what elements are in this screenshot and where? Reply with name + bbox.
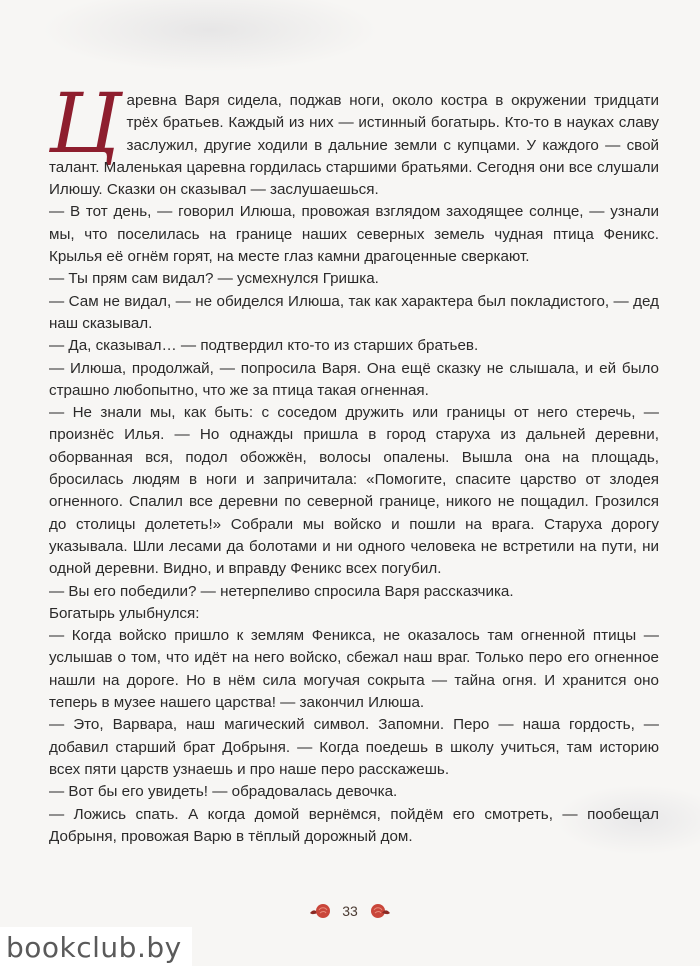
watermark: bookclub.by [0, 927, 192, 966]
paragraph: — Вот бы его увидеть! — обрадовалась девочка. [49, 783, 398, 801]
paragraph: — Да, сказывал… — подтвердил кто-то из старших братьев. [49, 337, 479, 355]
rose-ornament-icon [308, 901, 332, 921]
paragraph: Богатырь улыбнулся: [49, 604, 200, 622]
story-text [49, 77, 659, 848]
paragraph: — Сам не видал, — не обиделся Илюша, так как характера был покладистого, — дед наш сказывал. [49, 292, 659, 332]
drop-cap-letter: Ц [49, 77, 121, 172]
paragraph: — В тот день, — говорил Илюша, провожая взглядом заходящее солнце, — узнали мы, что поселилась на границе наших северных земель чудная птица Феникс. Крылья её огнём горят, на месте глаз камни драгоценные сверкают. [49, 203, 659, 266]
paragraph: — Ты прям сам видал? — усмехнулся Гришка. [49, 270, 379, 288]
paragraph: — Ложись спать. А когда домой вернёмся, пойдём его смотреть, — пообещал Добрыня, провожая Варю в тёплый дорожный дом. [49, 805, 659, 845]
paragraph: — Не знали мы, как быть: с соседом дружить или границы от него стеречь, — произнёс Илья. — Но однажды пришла в город старуха из дальней деревни, оборванная вся, подол обожжён, волосы опалены. Вышла она на площадь, бросилась людям в ноги и запричитала: «Помогите, спасите царство от злодея огненного. Спалил все деревни по северной границе, никого не пощадил. Грозился до столицы долететь!» Собрали мы войско и пошли на врага. Старуха дорогу указывала. Шли лесами да болотами и ни одного человека не встретили на пути, ни одной деревни. Видно, и вправду Феникс всех погубил. [49, 404, 659, 578]
paragraph: — Это, Варвара, наш магический символ. Запомни. Перо — наша гордость, — добавил старший брат Добрыня. — Когда поедешь в школу учиться, там историю всех пяти царств узнаешь и про наше перо расскажешь. [49, 716, 659, 778]
paragraph: — Илюша, продолжай, — попросила Варя. Она ещё сказку не слышала, и ей было страшно любопытно, что же за птица такая огненная. [49, 359, 659, 399]
page-footer [0, 901, 700, 921]
rose-ornament-icon [368, 901, 392, 921]
paragraph: — Когда войско пришло к землям Феникса, не оказалось там огненной птицы — услышав о том, что идёт на него войско, сбежал наш враг. Только перо его огненное нашли на дороге. Но в нём сила могучая сокрыта — тайна огня. И хранится оно теперь в музее нашего царства! — закончил Илюша. [49, 627, 659, 712]
opening-text: аревна Варя сидела, поджав ноги, около костра в окружении тридцати трёх братьев. Каждый из них — истинный богатырь. Кто-то в науках славу заслужил, другие ходили в дальние земли с купцами. У каждого — свой талант. Маленькая царевна гордилась старшими братьями. Сегодня они все слушали Илюшу. Сказки он сказывал — заслушаешься. [49, 92, 659, 199]
paragraph-opening [49, 77, 659, 201]
page-number: 33 [342, 903, 358, 919]
paragraph: — Вы его победили? — нетерпеливо спросила Варя рассказчика. [49, 582, 514, 600]
